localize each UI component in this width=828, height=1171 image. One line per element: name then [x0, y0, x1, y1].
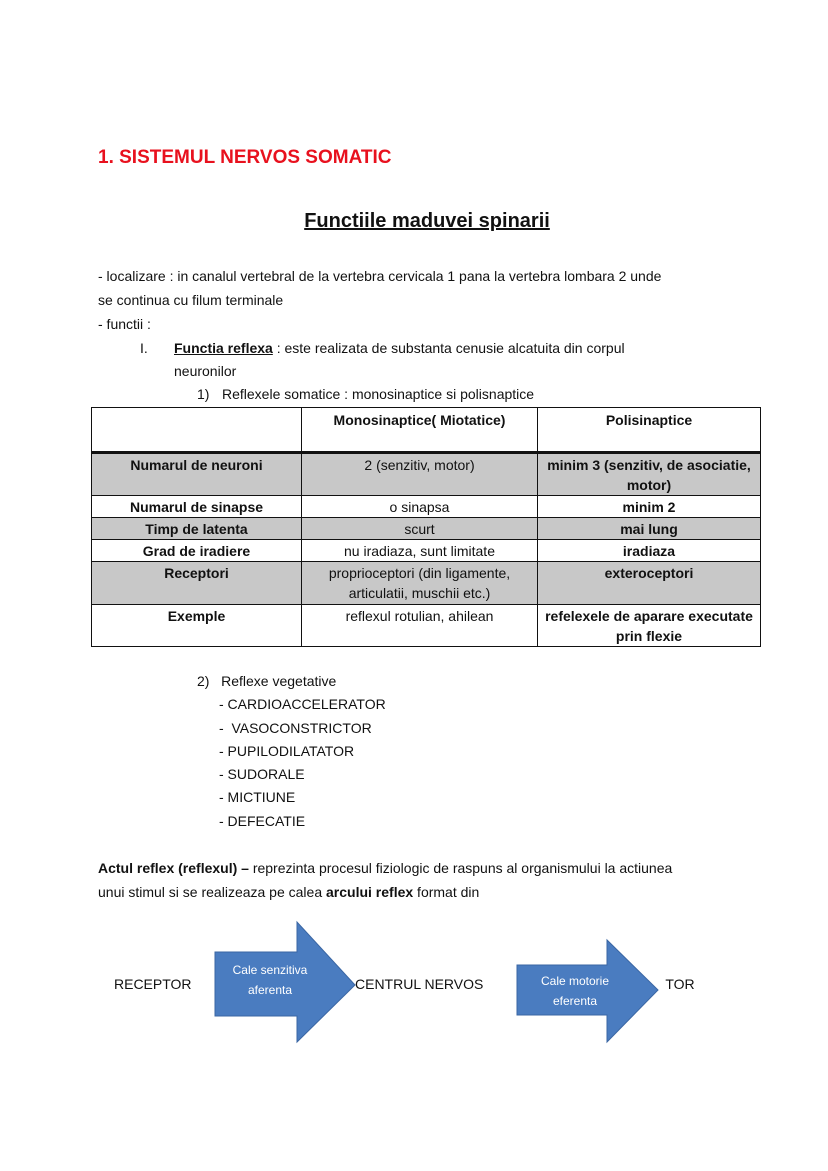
list-item: - DEFECATIE	[219, 812, 306, 829]
somatic-label: Reflexele somatice : monosinaptice si polisnaptice	[222, 386, 535, 402]
cell-poli: iradiaza	[538, 540, 761, 562]
row-label: Grad de iradiere	[92, 540, 302, 562]
section-i-line-2: neuronilor	[174, 363, 237, 379]
cell-mono: nu iradiaza, sunt limitate	[302, 540, 538, 562]
cell-poli: refelexele de aparare executate prin flexie	[538, 605, 761, 647]
cell-poli: minim 2	[538, 496, 761, 518]
term-arcul-reflex: arcului reflex	[326, 884, 414, 900]
cell-mono: 2 (senzitiv, motor)	[302, 453, 538, 496]
list-item: - VASOCONSTRICTOR	[219, 719, 372, 736]
cell-mono: scurt	[302, 518, 538, 540]
localizare-line-1: - localizare : in canalul vertebral de la vertebra cervicala 1 pana la vertebra lombara 2 unde	[98, 268, 662, 284]
centrul-nervos-label: CENTRUL NERVOS	[355, 976, 484, 992]
reflex-act-text-1: reprezinta procesul fiziologic de raspuns al organismului la actiunea	[248, 860, 673, 876]
term-functia-reflexa: Functia reflexa	[174, 340, 273, 356]
term-actul-reflex: Actul reflex (reflexul) –	[98, 860, 249, 876]
efferent-label-line-1: Cale motorie	[540, 974, 610, 988]
efector-visible-text: TOR	[665, 976, 695, 992]
row-label: Receptori	[92, 562, 302, 605]
list-item: - MICTIUNE	[219, 789, 296, 806]
section-i-text: : este realizata de substanta cenusie alcatuita din corpul	[272, 340, 625, 356]
list-item: - CARDIOACCELERATOR	[219, 696, 386, 713]
efferent-arrow-label	[525, 971, 625, 1011]
row-label: Numarul de neuroni	[92, 453, 302, 496]
reflex-act-text-2b: format din	[413, 884, 480, 900]
cell-poli: exteroceptori	[538, 562, 761, 605]
row-label: Exemple	[92, 605, 302, 647]
cell-mono: o sinapsa	[302, 496, 538, 518]
localizare-line-2: se continua cu filum terminale	[98, 292, 284, 308]
functii-label: - functii :	[98, 316, 151, 332]
cell-poli: minim 3 (senzitiv, de asociatie, motor)	[538, 453, 761, 496]
cell-poli: mai lung	[538, 518, 761, 540]
vegetative-number: 2)	[197, 673, 210, 689]
row-label: Numarul de sinapse	[92, 496, 302, 518]
table-header-mono: Monosinaptice( Miotatice)	[302, 408, 538, 453]
page-title: Functiile maduvei spinarii	[304, 210, 550, 232]
somatic-number: 1)	[197, 386, 210, 402]
afferent-arrow-label	[220, 960, 320, 1000]
table-header-poli: Polisinaptice	[538, 408, 761, 453]
receptor-label: RECEPTOR	[114, 976, 192, 992]
vegetative-label: Reflexe vegetative	[221, 673, 337, 689]
list-item: - SUDORALE	[219, 766, 305, 783]
section-numeral: I.	[140, 340, 148, 356]
reflex-act-text-2a: unui stimul si se realizeaza pe calea	[98, 884, 327, 900]
cell-mono: proprioceptori (din ligamente, articulatii, muschii etc.)	[302, 562, 538, 605]
row-label: Timp de latenta	[92, 518, 302, 540]
section-heading: 1. SISTEMUL NERVOS SOMATIC	[98, 147, 392, 168]
list-item: - PUPILODILATATOR	[219, 742, 355, 759]
afferent-label-line-2: aferenta	[247, 983, 293, 997]
afferent-label-line-1: Cale senzitiva	[232, 963, 308, 977]
efferent-label-line-2: eferenta	[552, 994, 598, 1008]
cell-mono: reflexul rotulian, ahilean	[302, 605, 538, 647]
